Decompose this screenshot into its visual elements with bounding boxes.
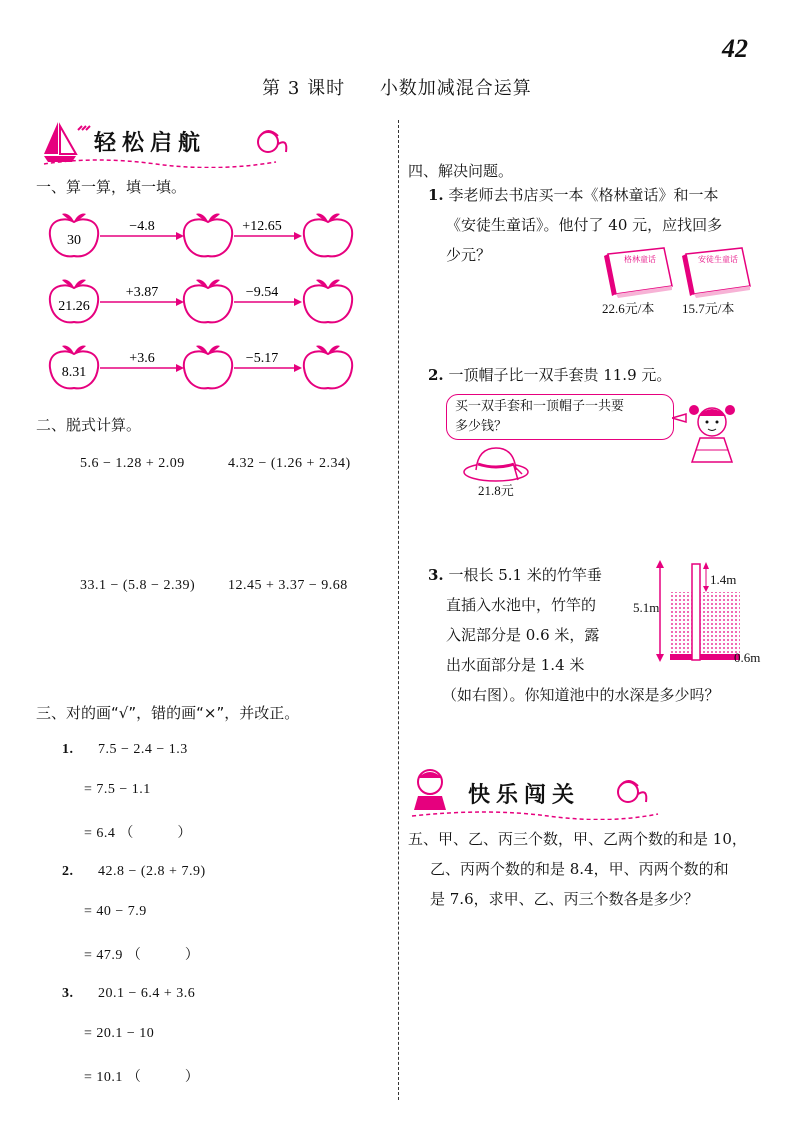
banner-qingsong	[36, 116, 296, 168]
label-total: 5.1m	[633, 600, 660, 615]
q3-line-5: （如右图）。你知道池中的水深是多少吗？	[442, 686, 720, 704]
book-grimm-price: 22.6元/本	[602, 301, 655, 316]
banner-title-qingsong: 轻松启航	[94, 131, 207, 156]
q1-line-2: 《安徒生童话》。他付了 40 元，应找回多	[446, 216, 723, 234]
q3-line-1: 一根长 5.1 米的竹竿垂	[448, 566, 602, 584]
apple-blank-1a	[184, 213, 232, 256]
op-3a: +3.6	[129, 351, 155, 366]
book-grimm-title: 格林童话	[624, 255, 656, 264]
rooster-icon	[258, 131, 286, 152]
section5-text	[408, 824, 768, 914]
column-divider	[398, 120, 399, 1100]
label-bottom: 0.6m	[734, 650, 761, 665]
op-3b: −5.17	[245, 351, 279, 366]
book-andersen-title: 安徒生童话	[698, 255, 738, 264]
lesson-label: 第 3 课时	[262, 78, 346, 99]
bubble-line-2: 多少钱？	[455, 419, 508, 434]
q2-line: 一顶帽子比一双手套贵 11.9 元。	[448, 366, 672, 384]
judge-num-1: 1.	[62, 742, 74, 757]
calc-expr-3: 33.1 − (5.8 − 2.39)	[80, 578, 196, 593]
girl-icon	[672, 400, 746, 466]
book-andersen-price: 15.7元/本	[682, 301, 735, 316]
q1-line-1: 李老师去书店买一本《格林童话》和一本	[448, 186, 719, 204]
lesson-topic: 小数加减混合运算	[379, 78, 532, 99]
q1-num: 1.	[428, 186, 444, 204]
apple-chain-diagram	[36, 200, 366, 400]
judge-line-1-2: = 7.5 − 1.1	[84, 782, 151, 797]
apple-row-3	[50, 345, 352, 388]
speech-bubble	[446, 394, 674, 440]
q3-line-3: 入泥部分是 0.6 米，露	[446, 626, 600, 644]
q3-line-2: 直插入水池中，竹竿的	[446, 596, 597, 614]
q2-text	[428, 360, 671, 390]
rooster-icon-2	[618, 781, 646, 802]
judge-line-1-1: 7.5 − 2.4 − 1.3	[98, 742, 188, 757]
q3-text	[428, 560, 602, 680]
page-number: 42	[722, 34, 748, 63]
judge-line-3-3[interactable]: = 10.1 （ ）	[84, 1070, 200, 1085]
op-2b: −9.54	[245, 285, 279, 300]
judge-line-2-1: 42.8 − (2.8 + 7.9)	[98, 864, 206, 879]
bubble-line-1: 买一双手套和一顶帽子一共要	[455, 399, 625, 414]
section1-title: 一、算一算，填一填。	[36, 178, 187, 196]
section5-line-1: 五、甲、乙、丙三个数，甲、乙两个数的和是 10，	[408, 830, 747, 848]
apple-start-value-3: 8.31	[61, 365, 87, 380]
calc-expr-2: 4.32 − (1.26 + 2.34)	[228, 456, 351, 471]
q2-num: 2.	[428, 366, 444, 384]
banner-title-kuaile: 快乐闯关	[468, 783, 581, 808]
calc-expr-1: 5.6 − 1.28 + 2.09	[80, 456, 185, 471]
banner-kuaile	[408, 766, 668, 820]
section5-line-3: 是 7.6，求甲、乙、丙三个数各是多少？	[430, 890, 699, 908]
judge-line-2-3[interactable]: = 47.9 （ ）	[84, 948, 200, 963]
q1-line-3: 少元？	[446, 246, 492, 264]
hat-price: 21.8元	[478, 483, 514, 498]
label-top: 1.4m	[710, 572, 737, 587]
apple-start-value-1: 30	[67, 233, 81, 248]
section2-title: 二、脱式计算。	[36, 416, 142, 434]
op-1b: +12.65	[242, 219, 282, 234]
judge-line-1-3[interactable]: = 6.4 （ ）	[84, 826, 192, 841]
judge-line-3-2: = 20.1 − 10	[84, 1026, 155, 1041]
hat-icon	[462, 444, 536, 484]
judge-line-2-2: = 40 − 7.9	[84, 904, 147, 919]
water-area	[670, 592, 740, 654]
judge-num-3: 3.	[62, 986, 74, 1001]
mud-layer	[670, 654, 740, 660]
section3-title: 三、对的画“√”，错的画“×”，并改正。	[36, 704, 300, 722]
q3-num: 3.	[428, 566, 444, 584]
page-title	[0, 74, 794, 100]
bamboo-pole	[692, 564, 700, 660]
judge-num-2: 2.	[62, 864, 74, 879]
books-illustration	[602, 242, 762, 298]
judge-line-3-1: 20.1 − 6.4 + 3.6	[98, 986, 196, 1001]
section4-title: 四、解决问题。	[408, 162, 514, 180]
apple-blank-1b	[304, 213, 352, 256]
op-2a: +3.87	[125, 285, 159, 300]
calc-expr-4: 12.45 + 3.37 − 9.68	[228, 578, 348, 593]
section5-line-2: 乙、丙两个数的和是 8.4，甲、丙两个数的和	[430, 860, 729, 878]
apple-row-1	[50, 213, 352, 256]
op-1a: −4.8	[129, 219, 155, 234]
apple-row-2	[50, 279, 352, 322]
q3-line-4: 出水面部分是 1.4 米	[446, 656, 585, 674]
apple-start-value-2: 21.26	[58, 299, 90, 314]
